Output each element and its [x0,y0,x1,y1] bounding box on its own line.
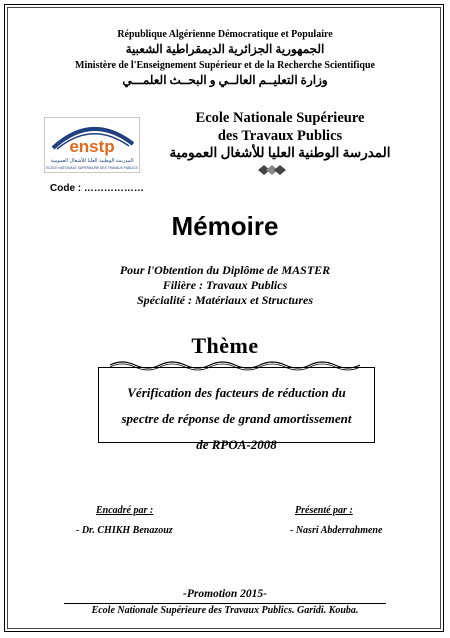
school-name-arabic: المدرسة الوطنية العليا للأشغال العمومية [169,145,391,160]
supervisor-label: Encadré par : [96,505,154,516]
theme-box [98,367,375,452]
theme-text [99,368,374,458]
school-name-line2: des Travaux Publics [217,128,343,144]
presenter-label: Présenté par : [295,505,353,516]
footer-address: Ecole Nationale Supérieure des Travaux Publics. Garidi. Kouba. [91,605,359,616]
code-field: Code : ……………… [50,183,144,194]
theme-line-3: de RPOA-2008 [196,437,277,452]
supervisor-name: - Dr. CHIKH Benazouz [76,525,173,536]
diploma-line: Pour l'Obtention du Diplôme de MASTER [119,263,331,277]
filiere-line: Filière : Travaux Publics [162,278,288,292]
republic-ar: الجمهورية الجزائرية الديمقراطية الشعبية [125,42,325,56]
theme-line-2: spectre de réponse de grand amortissement [121,411,352,426]
specialite-line: Spécialité : Matériaux et Structures [136,293,313,307]
school-name-line1: Ecole Nationale Supérieure [195,110,365,126]
republic-fr: République Algérienne Démocratique et Populaire [117,29,333,40]
enstp-logo-graphic [45,118,139,172]
school-name-block [160,109,400,161]
ministry-ar: وزارة التعليــم العالــي و البحــث العلمـــي [122,73,328,87]
ornament-icon [252,164,292,176]
theme-label: Thème [191,333,259,358]
presenter-name: - Nasri Abderrahmene [290,525,383,536]
enstp-logo [44,117,140,173]
theme-line-1: Vérification des facteurs de réduction du [127,385,346,400]
document-title: Mémoire [171,211,279,241]
logo-wordmark: enstp [69,137,115,156]
logo-french-caption: ECOLE NATIONALE SUPERIEURE DES TRAVAUX PUBLICS [46,166,138,170]
promotion: -Promotion 2015- [182,588,267,600]
logo-arabic-caption: المدرسة الوطنية العليا للأشغال العمومية [50,158,134,164]
ministry-fr: Ministère de l'Enseignement Supérieur et de la Recherche Scientifique [75,60,375,71]
footer-divider [64,603,386,604]
page-border [4,4,444,632]
